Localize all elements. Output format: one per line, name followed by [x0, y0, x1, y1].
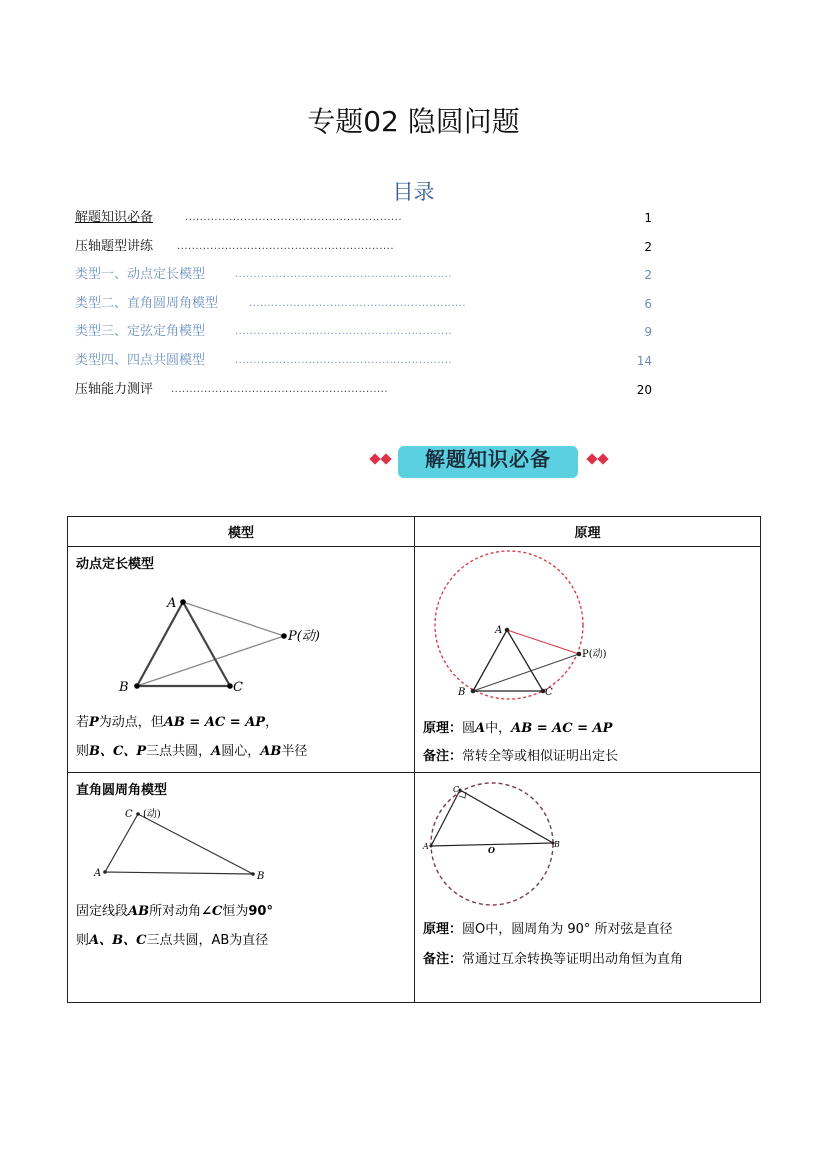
toc-item-page: 20: [636, 382, 652, 397]
section-banner: [366, 440, 616, 482]
text: 三点共圆，AB为直径: [146, 933, 269, 948]
point-label: A: [167, 596, 177, 611]
text: 所对动角: [149, 904, 202, 919]
page-title: 专题02 隐圆问题: [307, 105, 520, 138]
table-header-row: [68, 517, 761, 547]
toc-item[interactable]: [75, 206, 652, 235]
table-row: [68, 773, 761, 1003]
text: 常通过互余转换等证明出动角恒为直角: [462, 952, 684, 967]
toc-item-label[interactable]: 类型四、四点共圆模型: [75, 352, 206, 368]
math-text: A: [211, 744, 222, 759]
text: 中，: [485, 721, 512, 736]
toc-item-page: 2: [644, 239, 652, 254]
note-line: [423, 745, 618, 764]
text: 则: [76, 744, 90, 759]
diamond-icon: [369, 453, 380, 464]
point-label: A: [495, 625, 503, 636]
model-text-line: [76, 740, 307, 759]
principle-label: 原理：: [423, 721, 463, 736]
math-text: A、B、C: [89, 933, 147, 948]
toc-item[interactable]: [75, 263, 652, 292]
point-label: C: [233, 680, 243, 695]
note-label: 备注：: [423, 749, 463, 764]
toc-leader-dots: ...........................................................: [171, 383, 389, 395]
text: 常转全等或相似证明出定长: [462, 749, 619, 764]
table-row: [68, 547, 761, 773]
point-label: B: [257, 871, 265, 882]
text: ，: [265, 715, 279, 730]
toc-item-label[interactable]: 类型三、定弦定角模型: [75, 324, 206, 340]
point-label: C: [125, 809, 133, 820]
point-label: B: [458, 687, 466, 698]
point-label: C: [453, 785, 460, 794]
point-label: O: [488, 845, 495, 855]
principle-line: [423, 918, 673, 937]
model-cell: [68, 773, 415, 1003]
math-text: P: [89, 715, 99, 730]
point-label: P(动): [288, 629, 320, 644]
text: 三点共圆，: [146, 744, 212, 759]
toc-item-page: 14: [636, 353, 652, 368]
text: 圆: [462, 721, 476, 736]
text: 则: [76, 933, 90, 948]
model-cell: [68, 547, 415, 773]
model-text-line: [76, 900, 273, 919]
model-title: 动点定长模型: [76, 557, 155, 572]
toc-item-label[interactable]: 压轴能力测评: [75, 381, 154, 397]
toc-item-page: 9: [644, 325, 652, 340]
math-text: ∠C: [201, 904, 223, 919]
toc-item-label[interactable]: 类型一、动点定长模型: [75, 267, 206, 283]
diamond-icon: [380, 453, 391, 464]
toc-item[interactable]: [75, 235, 652, 264]
diamond-icon: [597, 453, 608, 464]
diameter-circle-figure: [415, 773, 761, 1002]
text: 圆O中，圆周角为 90° 所对弦是直径: [462, 922, 673, 937]
principle-label: 原理：: [423, 922, 463, 937]
model-text-line: [76, 711, 278, 730]
math-text: A: [475, 721, 486, 736]
toc-leader-dots: ...........................................................: [249, 297, 467, 309]
banner-title: 解题知识必备: [425, 447, 551, 471]
point-label: A: [94, 868, 102, 879]
table-header: 模型: [68, 517, 415, 547]
table-header: 原理: [415, 517, 761, 547]
toc-leader-dots: ...........................................................: [235, 326, 453, 338]
text: 半径: [281, 744, 308, 759]
toc-leader-dots: ...........................................................: [235, 269, 453, 281]
note-line: [423, 948, 683, 967]
text: 圆心，: [221, 744, 261, 759]
model-title: 直角圆周角模型: [76, 783, 168, 798]
toc-item-label[interactable]: 解题知识必备: [75, 210, 154, 225]
diamond-icon: [586, 453, 597, 464]
circle-figure: [415, 547, 761, 772]
toc-item-page: 6: [644, 296, 652, 311]
math-text: B、C、P: [89, 744, 147, 759]
model-table: [67, 516, 761, 1003]
toc-leader-dots: ...........................................................: [185, 212, 403, 223]
point-label: C: [545, 687, 553, 698]
principle-line: [423, 717, 612, 736]
model-text-line: [76, 929, 268, 948]
math-text: AB = AC = AP: [511, 721, 613, 736]
note-label: 备注：: [423, 952, 463, 967]
toc-heading: 目录: [392, 180, 435, 204]
math-text: AB: [260, 744, 282, 759]
math-text: AB = AC = AP: [163, 715, 266, 730]
text: 恒为: [222, 904, 249, 919]
moving-point-figure: [68, 547, 414, 772]
toc-item-label[interactable]: 压轴题型讲练: [75, 238, 154, 254]
toc-item[interactable]: [75, 320, 652, 349]
text: 为动点，但: [98, 715, 164, 730]
text: 若: [76, 715, 90, 730]
toc-item-label[interactable]: 类型二、直角圆周角模型: [75, 295, 219, 311]
point-label: (动): [143, 809, 161, 820]
principle-cell: [415, 773, 761, 1003]
principle-cell: [415, 547, 761, 773]
toc-leader-dots: ...........................................................: [235, 354, 453, 366]
point-label: A: [423, 842, 429, 851]
right-angle-figure: [68, 773, 414, 1002]
toc-item[interactable]: [75, 378, 652, 407]
toc-item[interactable]: [75, 292, 652, 321]
toc-item-page: 1: [644, 211, 652, 225]
math-text: 90°: [248, 904, 273, 919]
toc-item[interactable]: [75, 349, 652, 378]
toc-item-page: 2: [644, 268, 652, 283]
table-of-contents: [75, 206, 652, 406]
point-label: P(动): [582, 649, 607, 660]
point-label: B: [554, 840, 560, 849]
text: 固定线段: [76, 904, 129, 919]
toc-leader-dots: ...........................................................: [177, 240, 395, 252]
point-label: B: [119, 680, 129, 695]
math-text: AB: [128, 904, 150, 919]
